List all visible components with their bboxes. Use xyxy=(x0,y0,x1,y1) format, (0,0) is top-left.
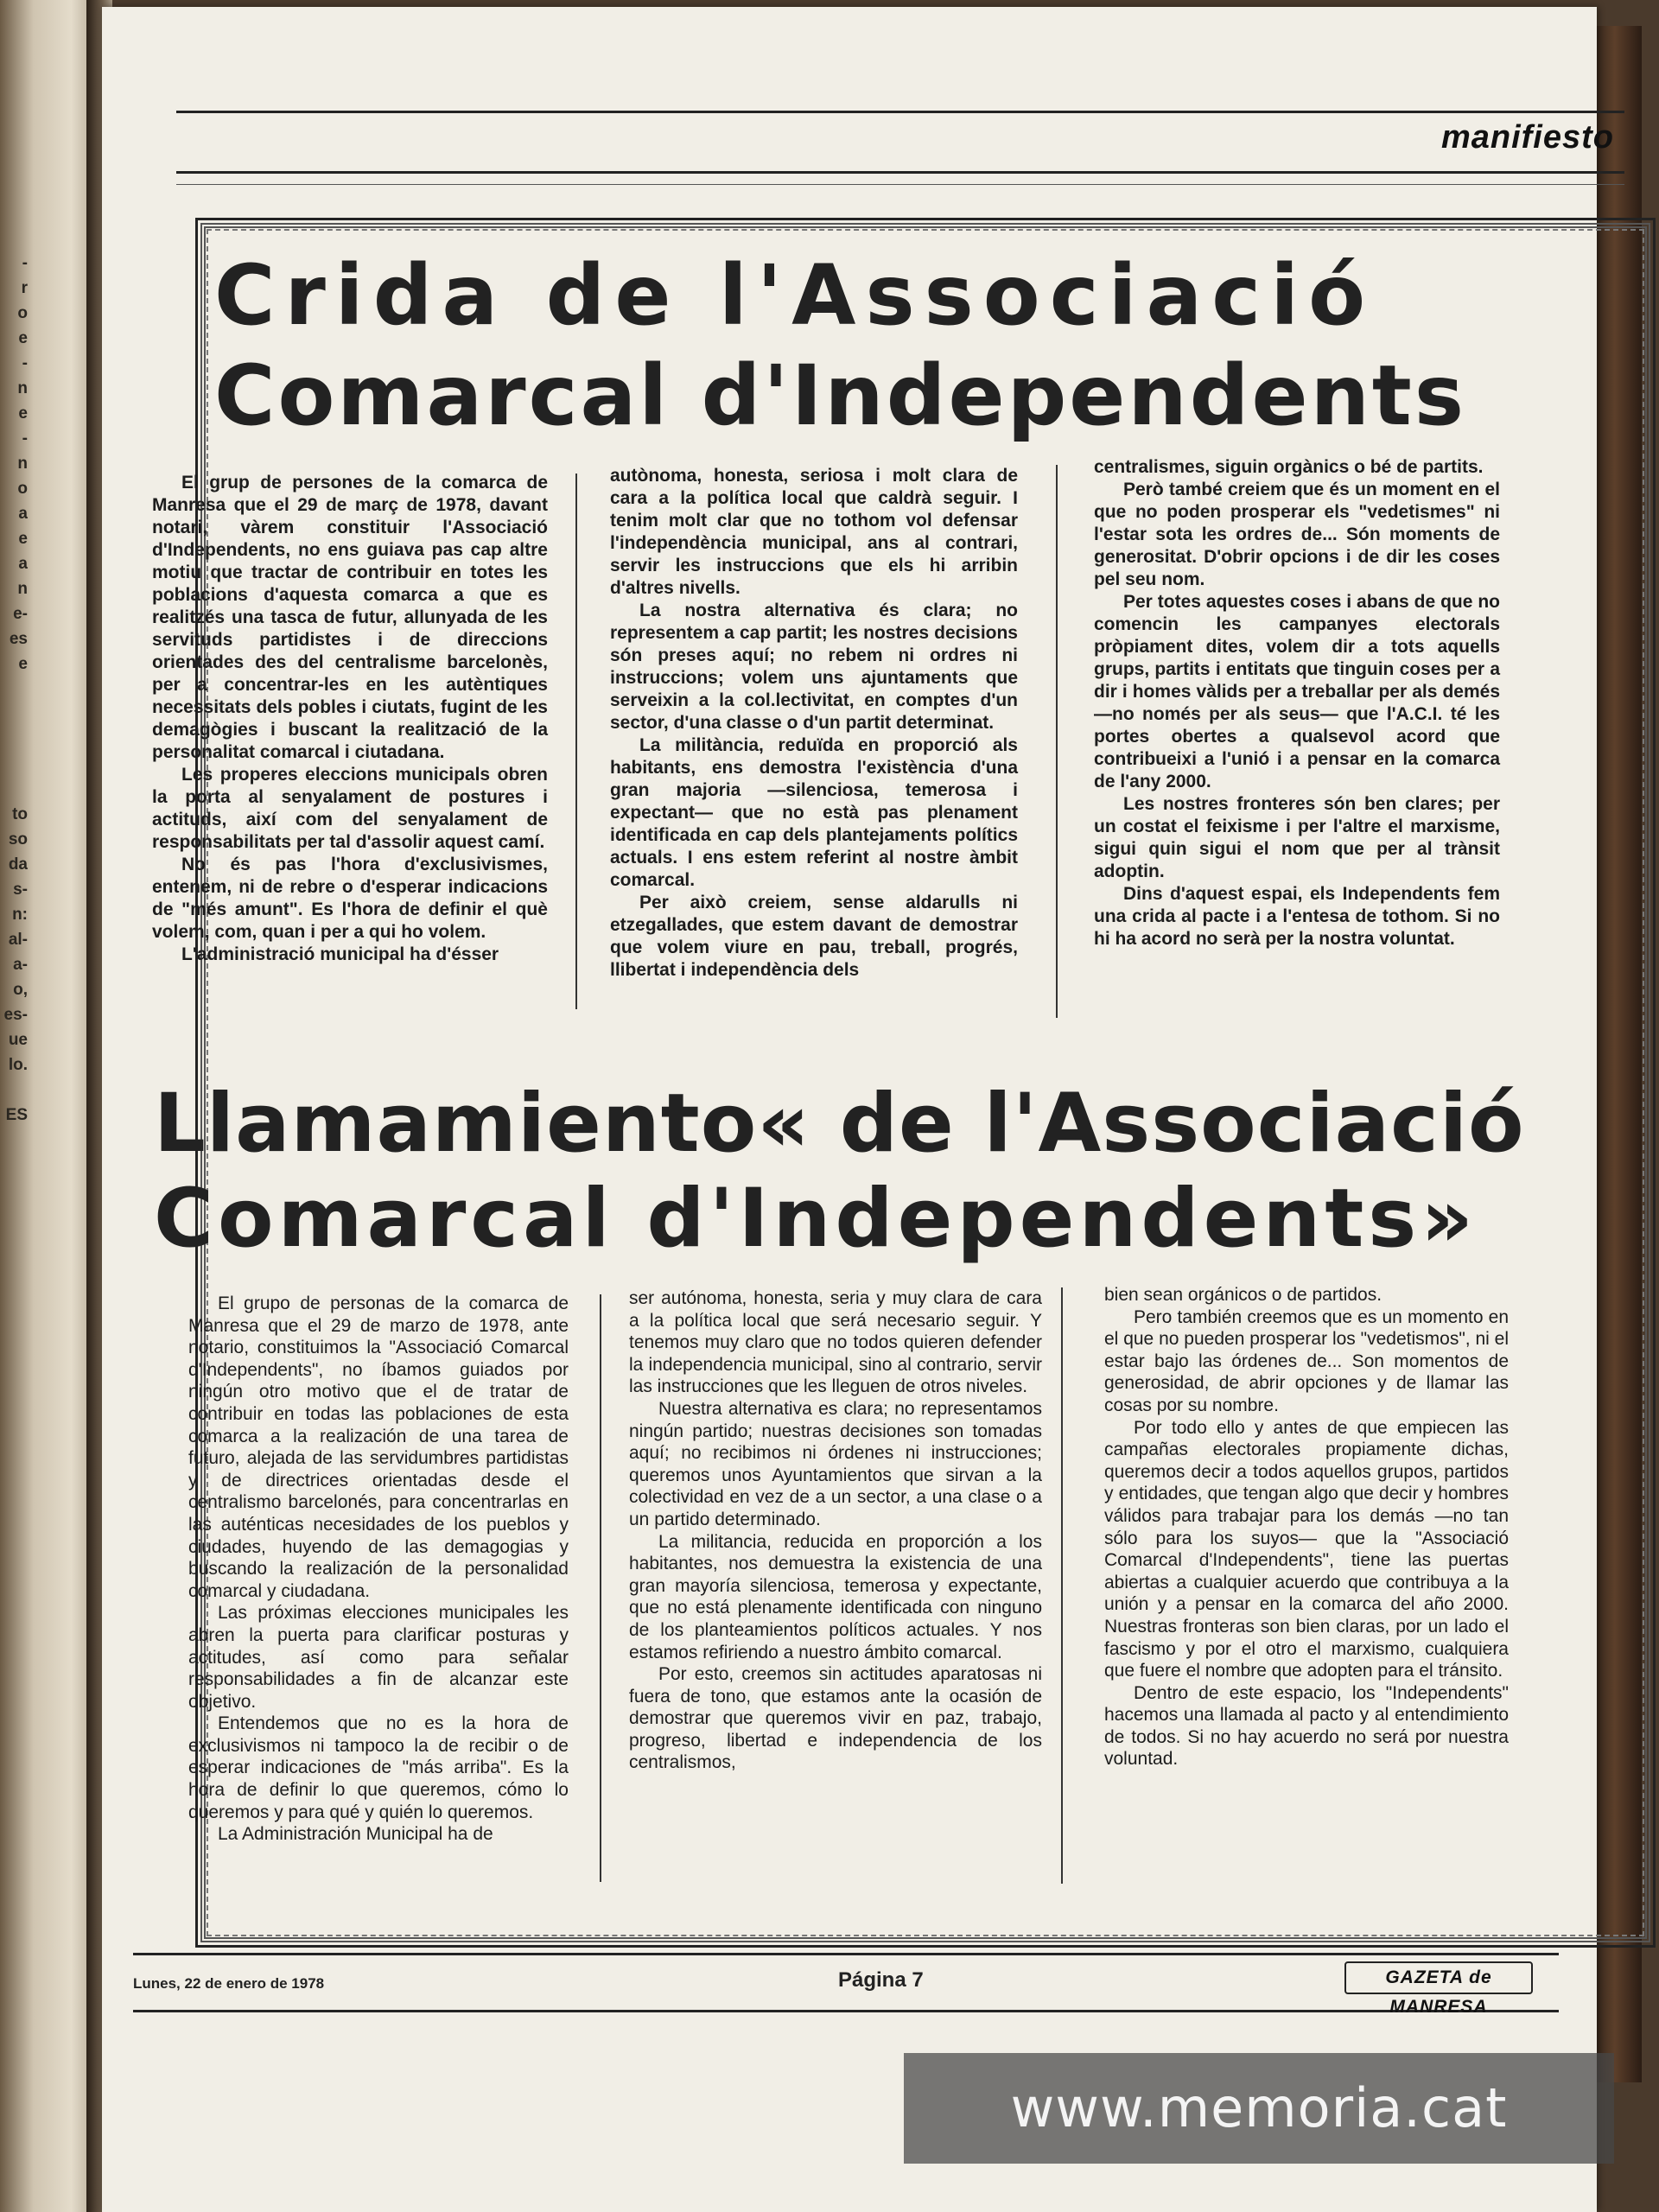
memoria-watermark: www.memoria.cat xyxy=(904,2053,1614,2164)
catalan-column-1 xyxy=(152,472,548,966)
paragraph: autònoma, honesta, seriosa i molt clara de cara a la política local que caldrà seguir. I tenim molt clar que no tothom vol defensar l'independència municipal, ans al contrari, servir les instruccions que els hi arribin d'altres nivells. xyxy=(610,466,1018,598)
paragraph: bien sean orgánicos o de partidos. xyxy=(1104,1285,1382,1305)
paragraph: Por esto, creemos sin actitudes aparatosas ni fuera de tono, que estamos ante la ocasión de demostrar que queremos vivir en paz, trabajo, progreso, libertad e independencia de los centralismos, xyxy=(629,1664,1042,1773)
paragraph: El grupo de personas de la comarca de Manresa que el 29 de marzo de 1978, ante notario, constituimos la "Associació Comarcal d'Independents", no íbamos guiados por ningún otro motivo que el de tratar de contribuir en todas las poblaciones de esta comarca a la realización de una tarea de futuro, alejada de las servidumbres partidistas y de directrices orientadas desde el centralismo barcelonés, para concentrarlas en las auténticas necesidades de los pueblos y ciudades, huyendo de las demagogias y buscando la realización de la personalidad comarcal y ciudadana. xyxy=(188,1294,569,1601)
catalan-column-2 xyxy=(610,465,1018,982)
paragraph: Pero también creemos que es un momento en el que no pueden prosperar los "vedetismos", ni el estar bajo las órdenes de... Son momentos de generosidad, de abrir opciones y de llamar las cosas por su nombre. xyxy=(1104,1306,1509,1415)
footer-rule-top xyxy=(133,1953,1559,1955)
paragraph: Las próximas elecciones municipales les abren la puerta para clarificar posturas y actitudes, así como para señalar responsabilidades a fin de alcanzar este objetivo. xyxy=(188,1603,569,1712)
spanish-column-3 xyxy=(1104,1284,1509,1770)
spanish-column-2 xyxy=(629,1287,1042,1774)
paragraph: Dentro de este espacio, los "Independents" hacemos una llamada al pacto y al entendimiento de todos. Si no hay acuerdo no será por nuestra voluntad. xyxy=(1104,1682,1509,1770)
header-rule-thin xyxy=(176,184,1624,185)
section-tag: manifiesto xyxy=(1440,119,1614,156)
header-rule-bottom xyxy=(176,171,1624,174)
paragraph: Por todo ello y antes de que empiecen las campañas electorales propiamente dichas, queremos decir a todos aquellos grupos, partidos y entidades, que tengan algo que decir y hombres válidos para trabajar para los demás —no tan sólo para los suyos— que la "Associació Comarcal d'Independents", tiene las puertas abiertas a cualquier acuerdo que contribuya a la unión y a pensar en la comarca del año 2000. Nuestras fronteras son bien claras, por un lado el fascismo y por el otro el marxismo, cualquiera que fuere el nombre que adopten para el tránsito. xyxy=(1104,1417,1509,1681)
paragraph: Entendemos que no es la hora de exclusivismos ni tampoco la de recibir o de esperar indicaciones de "más arriba". Es la hora de definir lo que queremos, cómo lo queremos y para qué y quién lo queremos. xyxy=(188,1713,569,1822)
column-rule xyxy=(1056,465,1058,1018)
paragraph: ser autónoma, honesta, seria y muy clara de cara a la política local que será necesario seguir. Y tenemos muy claro que no todos quieren defender la independencia municipal, sino al contrario, servir las instrucciones que les lleguen de otros niveles. xyxy=(629,1288,1042,1397)
spanish-column-1 xyxy=(188,1293,569,1846)
paragraph: La nostra alternativa és clara; no representem a cap partit; les nostres decisions són preses aquí; no rebem ni ordres ni instruccions; volem uns ajuntaments que serveixin a la col.lectivitat, en comptes d'un sector, d'una classe o d'un partit determinat. xyxy=(610,601,1018,733)
newspaper-page xyxy=(102,7,1614,2212)
paragraph: El grup de persones de la comarca de Manresa que el 29 de març de 1978, davant notari, vàrem constituir l'Associació d'Independents, no ens guiava pas cap altre motiu que tractar de contribuir en totes les poblacions d'aquesta comarca a que es realitzés una tasca de futur, allunyada de les servituds partidistes i de direccions orientades des del centralisme barcelonès, per a concentrar-les en les autèntiques necessitats dels pobles i ciutats, fugint de les demagògies i buscant la realització de la personalitat comarcal i ciutadana. xyxy=(152,473,548,762)
paragraph: Però també creiem que és un moment en el que no poden prosperar els "vedetismes" ni l'estar sota les ordres de... Són moments de generositat. D'obrir opcions i de dir les coses pel seu nom. xyxy=(1094,480,1500,589)
column-rule xyxy=(1061,1287,1063,1884)
headline-spanish-line1: Llamamiento« de l'Associació xyxy=(154,1077,1525,1171)
column-rule xyxy=(600,1294,601,1882)
footer-date: Lunes, 22 de enero de 1978 xyxy=(133,1975,325,1992)
paragraph: Les properes eleccions municipals obren la porta al senyalament de postures i actituds, així com del senyalament de responsabilitats per tal d'assolir aquest camí. xyxy=(152,765,548,852)
footer-rule-bottom xyxy=(133,2010,1559,2012)
paragraph: La militancia, reducida en proporción a los habitantes, nos demuestra la existencia de una gran mayoría silenciosa, temerosa y expectante, que no está plenamente identificada con ninguno de los planteamientos políticos actuales. Y nos estamos refiriendo a nuestro ámbito comarcal. xyxy=(629,1531,1042,1662)
column-rule xyxy=(575,474,577,1009)
footer-page-number: Página 7 xyxy=(838,1968,924,1992)
gazeta-manresa-logo: GAZETA de MANRESA xyxy=(1344,1961,1533,1994)
paragraph: Per totes aquestes coses i abans de que no comencin les campanyes electorals pròpiament dites, volem dir a tots aquells grups, partits i entitats que tinguin coses per a dir i homes vàlids per a treballar per als demés —no només per als seus— que l'A.C.I. té les portes obertes a qualsevol acord que contribueixi a l'unió i a pensar en la comarca de l'any 2000. xyxy=(1094,592,1500,791)
paragraph: Les nostres fronteres són ben clares; per un costat el feixisme i per l'altre el marxisme, sigui quin sigui el nom que per al trànsit adoptin. xyxy=(1094,794,1500,881)
headline-catalan-line1: Crida de l'Associació xyxy=(214,247,1376,344)
left-page-edge xyxy=(0,0,95,2212)
paragraph: Dins d'aquest espai, els Independents fem una crida al pacte i a l'entesa de tothom. Si no hi ha acord no serà per la nostra voluntat. xyxy=(1094,884,1500,949)
header-rule-top xyxy=(176,111,1624,113)
paragraph: La Administración Municipal ha de xyxy=(218,1824,493,1845)
paragraph: Nuestra alternativa es clara; no representamos ningún partido; nuestras decisiones son tomadas aquí; no recibimos ni órdenes ni instrucciones; queremos unos Ayuntamientos que sirvan a la colectividad en vez de a un sector, a una clase o a un partido determinado. xyxy=(629,1398,1042,1529)
paragraph: Per això creiem, sense aldarulls ni etzegallades, que estem davant de demostrar que volem viure en pau, treball, progrés, llibertat i independència dels xyxy=(610,893,1018,980)
paragraph: La militància, reduïda en proporció als habitants, ens demostra l'existència d'una gran majoria —silenciosa, temerosa i expectant— que no està pas plenament identificada en cap dels plantejaments polítics actuals. I ens estem referint al nostre àmbit comarcal. xyxy=(610,735,1018,890)
paragraph: No és pas l'hora d'exclusivismes, entenem, ni de rebre o d'esperar indicacions de "més amunt". Es l'hora de definir el què volem, com, quan i per a qui ho volem. xyxy=(152,855,548,942)
paragraph: centralismes, siguin orgànics o bé de partits. xyxy=(1094,457,1484,477)
headline-spanish-line2: Comarcal d'Independents» xyxy=(154,1172,1478,1266)
headline-catalan-line2: Comarcal d'Independents xyxy=(214,347,1466,444)
left-page-text-fragments: - r o e - n e - n o a e a n e- es e to so da s- n: al- a- o, es- ue lo. ES xyxy=(3,254,28,1124)
catalan-column-3 xyxy=(1094,456,1500,950)
paragraph: L'administració municipal ha d'ésser xyxy=(181,944,499,964)
